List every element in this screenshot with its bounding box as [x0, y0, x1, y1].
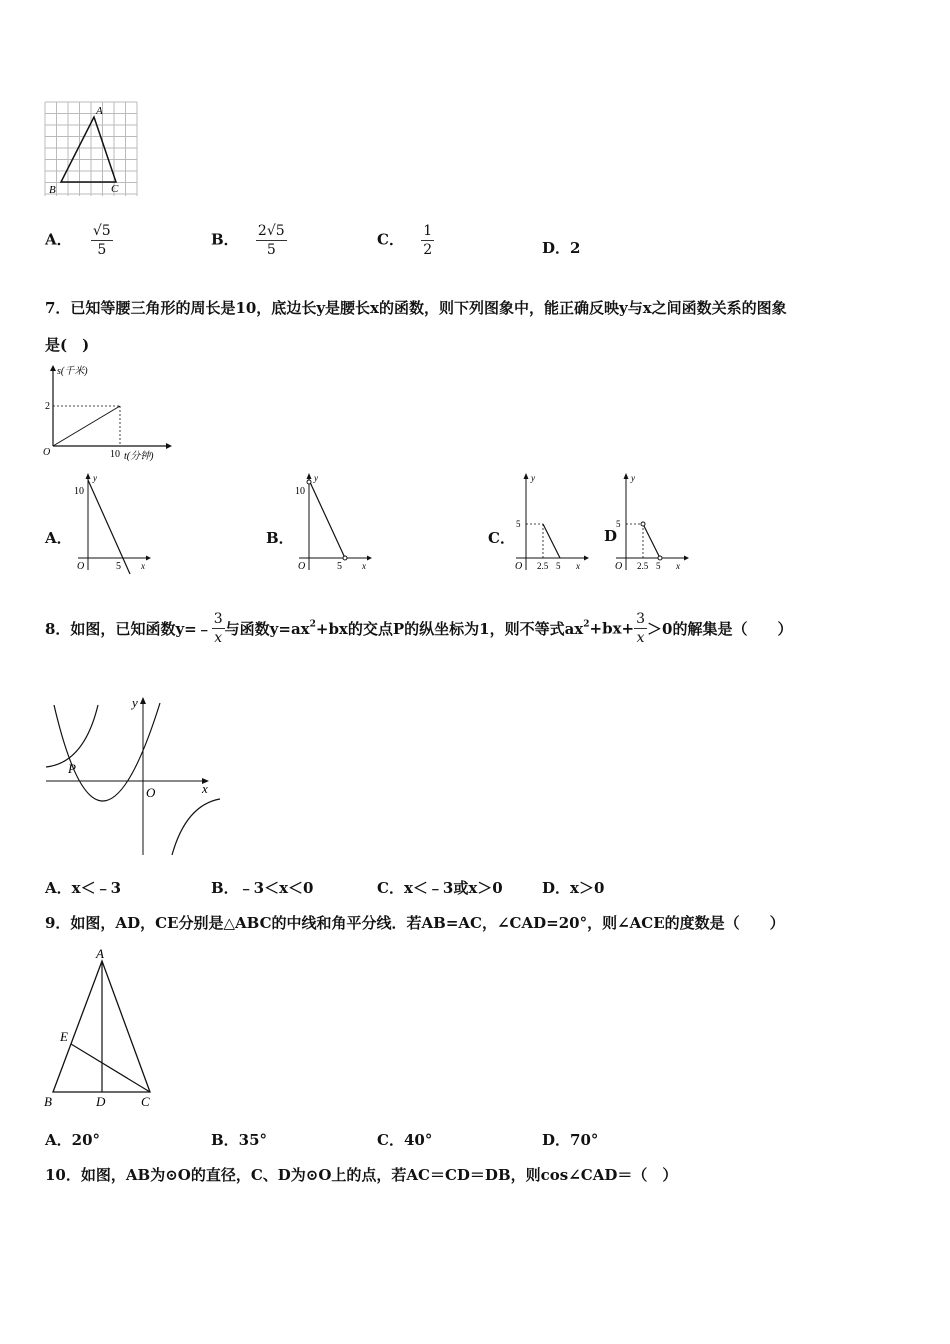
svg-text:5: 5: [616, 519, 621, 529]
svg-text:C: C: [141, 1094, 150, 1109]
q6-option-b-fraction: $\frac{2√5}{5}$: [257, 223, 285, 258]
svg-text:x: x: [362, 561, 366, 571]
q6-triangle: [61, 117, 116, 182]
q6-option-b[interactable]: [211, 222, 287, 259]
svg-text:O: O: [298, 561, 306, 572]
q7-ref-y-label: s(千米): [57, 366, 88, 377]
q7-option-c-graph[interactable]: [510, 470, 592, 575]
q9-option-d[interactable]: D．70°: [542, 1131, 599, 1149]
svg-text:D: D: [96, 1094, 106, 1109]
svg-text:2.5: 2.5: [637, 561, 649, 571]
q6-label-b: B: [49, 184, 56, 196]
q6-option-d-value: 2: [570, 239, 581, 257]
svg-text:5: 5: [656, 561, 661, 571]
q7-option-d-letter[interactable]: D: [604, 527, 618, 545]
svg-text:5: 5: [116, 561, 121, 572]
q7-option-d-graph[interactable]: [610, 470, 692, 575]
q6-option-a-fraction: $\frac{√5}{5}$: [92, 223, 111, 258]
q8-fraction-1: $\frac{3}{x}$: [213, 611, 223, 646]
q6-option-c-letter: C．: [377, 230, 404, 249]
svg-text:O: O: [146, 785, 156, 800]
q9-option-c[interactable]: C．40°: [377, 1131, 433, 1149]
svg-text:E: E: [60, 1029, 68, 1044]
svg-text:P: P: [68, 761, 76, 776]
svg-text:x: x: [202, 781, 208, 796]
svg-text:B: B: [44, 1094, 52, 1109]
q7-ref-x-label: t(分钟): [124, 451, 154, 462]
svg-text:5: 5: [516, 519, 521, 529]
q8-fraction-2: $\frac{3}{x}$: [636, 611, 646, 646]
q7-option-b-graph[interactable]: [293, 470, 375, 575]
svg-text:y: y: [93, 473, 97, 483]
q7-option-a-graph[interactable]: [72, 470, 154, 575]
svg-text:10: 10: [295, 486, 305, 497]
q8-option-b[interactable]: B．﹣3＜x＜0: [211, 879, 314, 897]
svg-text:x: x: [576, 561, 580, 571]
svg-text:y: y: [631, 473, 635, 483]
q9-stem: 9．如图，AD，CE分别是△ABC的中线和角平分线．若AB=AC，∠CAD=20°，则∠ACE的度数是（ ）: [45, 914, 785, 932]
q6-option-a[interactable]: [45, 222, 113, 259]
q6-option-a-letter: A．: [45, 230, 72, 249]
q7-stem-line2: 是( ): [45, 336, 90, 354]
q6-option-c[interactable]: [377, 222, 434, 259]
q9-triangle-figure: [40, 943, 165, 1111]
q8-hyperbola-right: [172, 799, 220, 855]
q8-option-d[interactable]: D．x＞0: [542, 879, 605, 897]
svg-text:5: 5: [337, 561, 342, 572]
q8-hyperbola-left: [46, 705, 98, 767]
svg-text:O: O: [77, 561, 85, 572]
q6-option-d[interactable]: [542, 237, 580, 258]
svg-text:2.5: 2.5: [537, 561, 549, 571]
q7-option-c-letter[interactable]: C．: [488, 529, 515, 547]
q6-option-c-fraction: $\frac{1}{2}$: [423, 223, 433, 258]
q9-option-b[interactable]: B．35°: [211, 1131, 268, 1149]
q7-stem-line1: 7．已知等腰三角形的周长是10，底边长y是腰长x的函数，则下列图象中，能正确反映y与x之间函数关系的图象: [45, 299, 787, 317]
q7-ref-y-tick: 2: [45, 401, 50, 412]
q7-option-b-letter[interactable]: B．: [266, 529, 294, 547]
q8-function-graph: [44, 693, 224, 858]
svg-text:y: y: [314, 473, 318, 483]
q7-reference-graph: [40, 362, 175, 464]
q9-bisector-ce: [71, 1044, 150, 1092]
q6-option-d-letter: D．: [542, 239, 571, 257]
q6-option-b-letter: B．: [211, 230, 239, 249]
q7-option-a-letter[interactable]: A．: [45, 529, 72, 547]
q8-option-a[interactable]: A．x＜﹣3: [45, 879, 122, 897]
q10-stem: 10．如图，AB为⊙O的直径，C、D为⊙O上的点，若AC＝CD＝DB，则cos∠CAD＝（ ）: [45, 1166, 678, 1184]
q7-ref-origin: O: [43, 447, 51, 458]
svg-text:10: 10: [74, 486, 84, 497]
q8-stem: 8．如图，已知函数y=﹣ $\frac{3}{x}$ 与函数$y=ax^2+bx$的交点P的纵坐标为1，则不等式$ax^2+bx+$ $\frac{3}{x}$ ＞0的解集是（ ）: [45, 611, 793, 646]
svg-text:A: A: [96, 946, 104, 961]
q6-triangle-grid-figure: [44, 100, 142, 198]
svg-text:y: y: [531, 473, 535, 483]
q7-ref-x-tick: 10: [110, 449, 120, 460]
q8-option-c[interactable]: C．x＜﹣3或x＞0: [377, 879, 503, 897]
svg-text:O: O: [515, 561, 523, 572]
svg-text:y: y: [132, 695, 138, 710]
svg-text:x: x: [141, 561, 145, 571]
svg-text:x: x: [676, 561, 680, 571]
q9-option-a[interactable]: A．20°: [45, 1131, 101, 1149]
q8-parabola: [54, 703, 160, 801]
q6-label-a: A: [96, 105, 103, 117]
svg-text:O: O: [615, 561, 623, 572]
svg-text:5: 5: [556, 561, 561, 571]
q6-label-c: C: [111, 183, 119, 195]
